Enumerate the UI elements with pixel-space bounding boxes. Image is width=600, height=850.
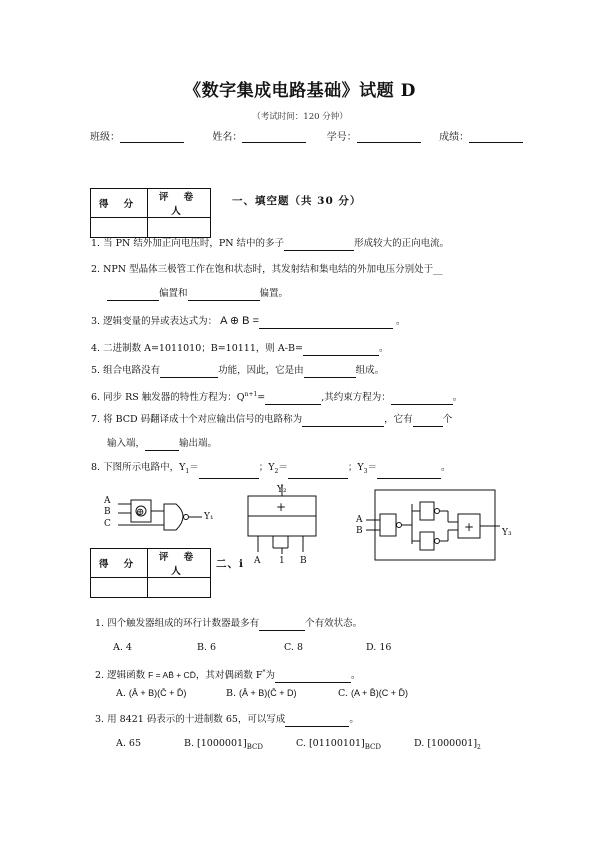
score-cell-2[interactable]	[91, 578, 148, 598]
score-header-2: 得 分	[91, 549, 148, 578]
score-table-2	[90, 548, 211, 598]
q1-2: 2. NPN 型晶体三极管工作在饱和状态时，其发射结和集电结的外加电压分别处于__	[91, 264, 443, 275]
student-id-field[interactable]	[357, 132, 421, 143]
q2-1-option-a[interactable]: A. 4	[113, 642, 132, 653]
c3-output: Y₃	[502, 528, 512, 538]
section2-title: 二、i	[216, 558, 244, 570]
q1-2-blank-2[interactable]	[188, 289, 260, 301]
q1-5-blank-2[interactable]	[304, 366, 356, 378]
q1-4-blank[interactable]	[303, 344, 379, 356]
c2-output: Y₂	[277, 485, 287, 495]
score-header: 得 分	[91, 189, 148, 218]
q2-1: 1. 四个触发器组成的环行计数器最多有 个有效状态。	[95, 618, 363, 629]
c3-plus-symbol: +	[464, 520, 475, 534]
q1-1-blank[interactable]	[284, 239, 354, 251]
c3-input-b: B	[356, 526, 363, 536]
q2-2-blank[interactable]	[275, 671, 351, 683]
name-field[interactable]	[242, 132, 306, 143]
q1-6: 6. 同步 RS 触发器的特性方程为：$Q^{n+1}=$ ,其约束方程为： 。	[91, 391, 463, 404]
c2-input-a: A	[254, 556, 261, 566]
score-cell[interactable]	[91, 218, 148, 238]
circuit-1	[118, 500, 202, 530]
q2-1-blank[interactable]	[259, 619, 305, 631]
class-field[interactable]	[120, 132, 184, 143]
q2-1-option-d[interactable]: D. 16	[366, 642, 392, 653]
q2-3: 3. 用 8421 码表示的十进制数 65，可以写成 。	[95, 714, 359, 725]
q1-5-blank-1[interactable]	[160, 366, 218, 378]
section1-title: 一、填空题（共 30 分）	[232, 195, 362, 207]
and-gate-1	[164, 504, 183, 530]
q1-3: 3. 逻辑变量的异或表达式为： A ⊕ B = 。	[91, 315, 406, 327]
circuit-3	[366, 490, 500, 560]
student-id-label: 学号：	[326, 132, 357, 143]
grade-field[interactable]	[469, 132, 523, 143]
q1-7-blank-1[interactable]	[302, 415, 384, 427]
q1-4: 4. 二进制数 A=1011010；B=10111，则 A-B= 。	[91, 343, 389, 354]
grader-cell[interactable]	[148, 218, 211, 238]
q2-2-option-a[interactable]: A. (Ā + B)(C̄ + D̄)	[116, 688, 187, 699]
q2-2-option-b[interactable]: B. (Ā + B)(C̄ + D)	[226, 688, 297, 699]
c1-input-c: C	[104, 519, 111, 529]
q1-3-blank[interactable]	[259, 317, 393, 329]
c2-input-1: 1	[279, 556, 285, 566]
q2-3-option-c[interactable]: C. $[01100101]_{BCD}$	[296, 738, 381, 751]
q2-3-option-b[interactable]: B. $[1000001]_{BCD}$	[184, 738, 263, 751]
q1-6-blank-1[interactable]	[265, 393, 321, 405]
c1-xor-symbol: ⊕	[136, 507, 145, 518]
q1-7-cont: 输入端， 输出端。	[107, 438, 218, 449]
grader-header-2: 评 卷 人	[148, 549, 211, 578]
grader-cell-2[interactable]	[148, 578, 211, 598]
q2-3-blank[interactable]	[285, 715, 349, 727]
q2-2-option-a-expr: (Ā + B)(C̄ + D̄)	[128, 688, 187, 698]
c1-output: Y₁	[204, 512, 214, 522]
exam-time: （考试时间：120 分钟）	[252, 112, 348, 122]
q1-7: 7. 将 BCD 码翻译成十个对应输出信号的电路称为 ，它有 个	[91, 414, 453, 425]
q2-1-option-b[interactable]: B. 6	[197, 642, 217, 653]
q2-1-option-c[interactable]: C. 8	[284, 642, 304, 653]
q2-2-option-c[interactable]: C. (A + B̄)(C + D̄)	[338, 688, 408, 699]
q1-2-cont: 偏置和 偏置。	[107, 287, 288, 301]
grader-header: 评 卷 人	[148, 189, 211, 218]
q2-2-expr: F = AB̄ + CD̄	[148, 670, 196, 681]
class-label: 班级：	[90, 132, 120, 143]
score-table-1	[90, 188, 211, 238]
q1-3-expr: A ⊕ B =	[220, 315, 260, 327]
c1-input-a: A	[104, 496, 111, 506]
q1-6-blank-2[interactable]	[391, 393, 453, 405]
c2-input-b: B	[300, 556, 307, 566]
q1-2-blank-1[interactable]	[107, 289, 159, 301]
student-info-row	[90, 128, 523, 143]
q2-2-option-b-expr: (Ā + B)(C̄ + D)	[239, 688, 297, 698]
q1-8: 8. 下图所示电路中，$Y_1=$ ；$Y_2=$ ；$Y_3=$ 。	[91, 461, 450, 479]
q2-3-option-d[interactable]: D. $[1000001]_2$	[414, 738, 481, 751]
q1-5: 5. 组合电路没有 功能，因此，它是由 组成。	[91, 365, 385, 376]
q1-7-blank-2[interactable]	[413, 415, 443, 427]
grade-label: 成绩：	[439, 132, 470, 143]
q1-7-blank-3[interactable]	[145, 439, 179, 451]
q1-1: 1. 当 PN 结外加正向电压时，PN 结中的多子 形成较大的正向电流。	[91, 238, 450, 249]
c1-input-b: B	[104, 507, 111, 517]
c3-input-a: A	[356, 515, 363, 525]
q2-3-option-a[interactable]: A. 65	[116, 738, 141, 749]
name-label: 姓名：	[212, 132, 243, 143]
q2-2: 2. 逻辑函数 F = AB̄ + CD̄，其对偶函数 F*为 。	[95, 669, 361, 682]
c2-plus-symbol: +	[276, 500, 287, 514]
q2-2-option-c-expr: (A + B̄)(C + D̄)	[350, 688, 408, 698]
page-title: 《数字集成电路基础》试题 D	[184, 81, 416, 101]
